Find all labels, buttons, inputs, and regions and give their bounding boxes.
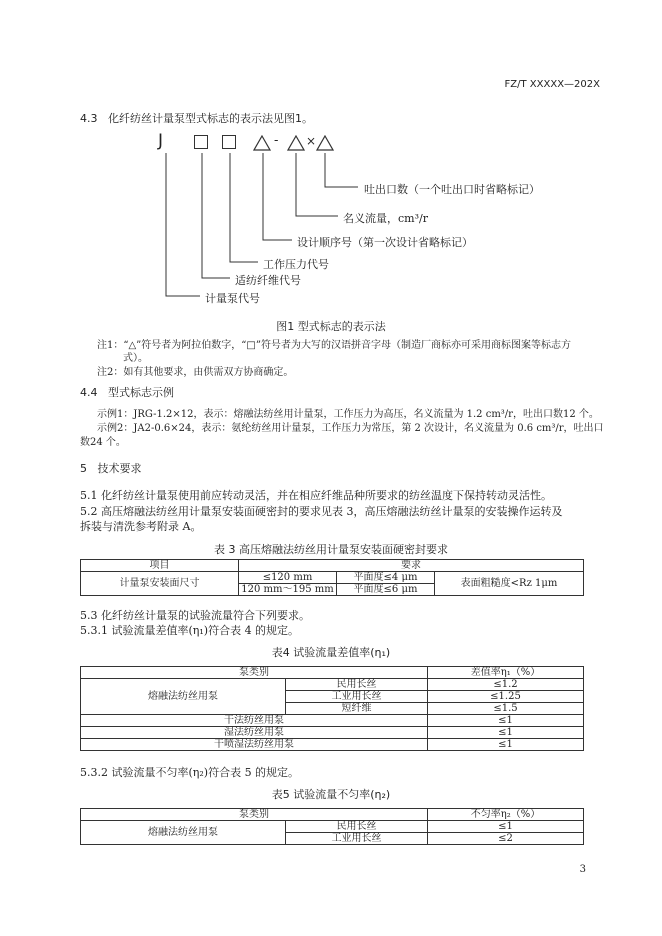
sub-type-cell: 短纤维 [286,703,428,715]
table-row [81,821,584,833]
section-4-4-heading [80,384,174,400]
paragraph-5-1: 5.1 化纤纺丝计量泵使用前应转动灵活，并在相应纤维品种所要求的纺丝温度下保持转动灵活性。 [80,489,552,502]
table-row [81,727,584,739]
value-cell: ≤1 [428,727,584,739]
table-5-caption: 表5 试验流量不匀率(η₂) [271,788,391,801]
value-cell: ≤1.5 [428,703,584,715]
header-cell: 要求 [239,560,584,572]
example-2: 示例2：JA2-0.6×24，表示：氨纶纺丝用计量泵，工作压力为常压，第 2 次设计，名义流量为 0.6 cm³/r，吐出口 [97,423,604,434]
note-2: 注2：如有其他要求，由供需双方协商确定。 [97,367,294,378]
table-4-caption: 表4 试验流量差值率(η₁) [271,646,391,659]
label-outlet-count: 吐出口数（一个吐出口时省略标记） [364,183,540,196]
header-cell: 不匀率η₂（%） [428,809,584,821]
pump-type-cell: 干喷湿法纺丝用泵 [81,739,428,751]
figure-leader-lines [0,0,662,320]
standard-number: FZ/T XXXXX—202X [504,79,600,90]
value-cell: ≤1.2 [428,679,584,691]
roughness-cell: 表面粗糙度<Rz 1μm [435,572,584,596]
table-5 [80,808,584,845]
table-4 [80,666,584,751]
note-1-continuation: 式）。 [123,353,148,364]
label-pump-code: 计量泵代号 [205,292,260,305]
symbol-J: J [158,131,164,151]
sub-type-cell: 工业用长丝 [286,691,428,703]
row-label-cell: 计量泵安装面尺寸 [81,572,239,596]
table-row [81,715,584,727]
table-3 [80,559,584,596]
sub-type-cell: 民用长丝 [286,679,428,691]
example-2-continuation: 数24 个。 [80,437,126,448]
value-cell: ≤1 [428,739,584,751]
value-cell: ≤2 [428,833,584,845]
table-header-row [81,560,584,572]
table-row [81,572,584,584]
table-header-row [81,809,584,821]
section-number: 4.4 [80,386,98,399]
paragraph-5-3-1: 5.3.1 试验流量差值率(η₁)符合表 4 的规定。 [80,624,300,637]
table-row [81,679,584,691]
section-5-heading [80,460,142,476]
value-cell: ≤1.25 [428,691,584,703]
flatness-cell: 平面度≤6 μm [337,584,435,596]
value-cell: ≤1 [428,821,584,833]
section-title: 化纤纺丝计量泵型式标志的表示法见图1。 [108,112,313,125]
sub-type-cell: 工业用长丝 [286,833,428,845]
flatness-cell: 平面度≤4 μm [337,572,435,584]
label-nominal-flow: 名义流量，cm³/r [343,212,428,225]
section-number: 5 [80,462,87,475]
section-number: 4.3 [80,112,98,125]
dash-symbol: - [274,133,279,148]
size-cell: 120 mm～195 mm [239,584,337,596]
pump-type-cell: 湿法纺丝用泵 [81,727,428,739]
section-title: 型式标志示例 [108,386,174,399]
note-1: 注1：“△”符号者为阿拉伯数字，“□”符号者为大写的汉语拼音字母（制造厂商标亦可采用商标图案等标志方 [97,340,571,351]
table-3-caption: 表 3 高压熔融法纺丝用计量泵安装面硬密封要求 [214,543,448,556]
table-header-row [81,667,584,679]
value-cell: ≤1 [428,715,584,727]
figure-1-caption: 图1 型式标志的表示法 [276,320,386,333]
paragraph-5-2: 5.2 高压熔融法纺丝用计量泵安装面硬密封的要求见表 3，高压熔融法纺丝计量泵的安装操作运转及 [80,505,563,518]
example-1: 示例1：JRG-1.2×12，表示：熔融法纺丝用计量泵，工作压力为高压，名义流量为 1.2 cm³/r，吐出口数12 个。 [97,409,599,420]
table-row [81,739,584,751]
header-cell: 泵类别 [81,809,428,821]
header-cell: 项目 [81,560,239,572]
paragraph-5-3: 5.3 化纤纺丝计量泵的试验流量符合下列要求。 [80,609,310,622]
page-number: 3 [579,864,586,875]
group-label-cell: 熔融法纺丝用泵 [81,679,286,715]
header-cell: 泵类别 [81,667,428,679]
label-working-pressure: 工作压力代号 [263,258,329,271]
group-label-cell: 熔融法纺丝用泵 [81,821,286,845]
label-design-sequence: 设计顺序号（第一次设计省略标记） [297,236,473,249]
sub-type-cell: 民用长丝 [286,821,428,833]
label-fiber-code: 适纺纤维代号 [235,274,301,287]
header-cell: 差值率η₁（%） [428,667,584,679]
paragraph-5-3-2: 5.3.2 试验流量不匀率(η₂)符合表 5 的规定。 [80,766,300,779]
paragraph-5-2-continuation: 拆装与清洗参考附录 A。 [80,520,202,533]
times-symbol: × [306,134,317,148]
section-title: 技术要求 [97,462,142,475]
pump-type-cell: 干法纺丝用泵 [81,715,428,727]
size-cell: ≤120 mm [239,572,337,584]
